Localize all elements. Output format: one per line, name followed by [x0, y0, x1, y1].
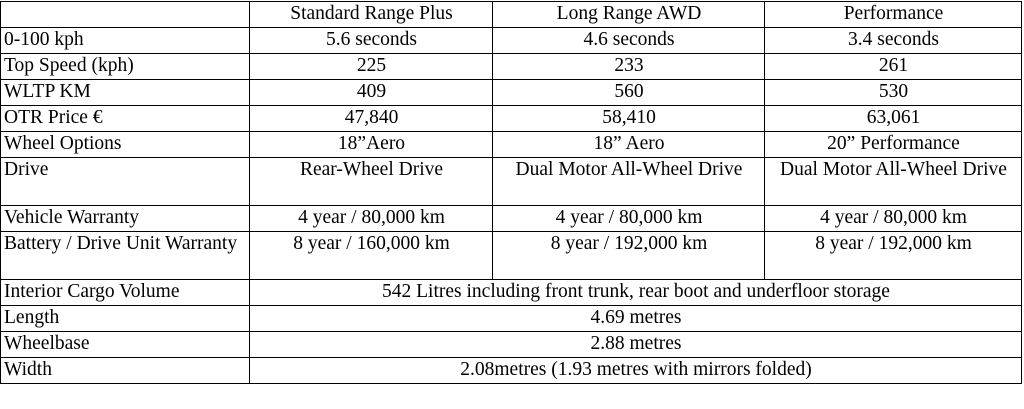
table-cell: 4 year / 80,000 km: [765, 206, 1022, 232]
table-cell: 8 year / 160,000 km: [250, 232, 493, 280]
table-cell: 18”Aero: [250, 132, 493, 158]
table-row: [1, 132, 1022, 158]
merged-cell: 2.88 metres: [250, 332, 1022, 358]
merged-row: [1, 306, 1022, 332]
table-cell: 5.6 seconds: [250, 28, 493, 54]
table-cell: 4 year / 80,000 km: [250, 206, 493, 232]
table-cell: 18” Aero: [493, 132, 765, 158]
table-row: [1, 28, 1022, 54]
header-row: [1, 2, 1022, 28]
merged-row: [1, 280, 1022, 306]
row-label: 0-100 kph: [1, 28, 250, 54]
row-label: Length: [1, 306, 250, 332]
header-standard-range-plus: Standard Range Plus: [250, 2, 493, 28]
table-row: [1, 206, 1022, 232]
table-cell: Dual Motor All-Wheel Drive: [765, 158, 1022, 206]
row-label: Wheel Options: [1, 132, 250, 158]
row-label: OTR Price €: [1, 106, 250, 132]
table-cell: 261: [765, 54, 1022, 80]
table-cell: 20” Performance: [765, 132, 1022, 158]
header-performance: Performance: [765, 2, 1022, 28]
table-cell: 4.6 seconds: [493, 28, 765, 54]
row-label: Wheelbase: [1, 332, 250, 358]
row-label: Interior Cargo Volume: [1, 280, 250, 306]
row-label: Width: [1, 358, 250, 384]
table-cell: 3.4 seconds: [765, 28, 1022, 54]
merged-cell: 2.08metres (1.93 metres with mirrors folded): [250, 358, 1022, 384]
table-row: [1, 232, 1022, 280]
header-corner-cell: [1, 2, 250, 28]
table-cell: 8 year / 192,000 km: [765, 232, 1022, 280]
table-cell: 63,061: [765, 106, 1022, 132]
row-label: Battery / Drive Unit Warranty: [1, 232, 250, 280]
merged-cell: 4.69 metres: [250, 306, 1022, 332]
table-cell: Dual Motor All-Wheel Drive: [493, 158, 765, 206]
table-row: [1, 106, 1022, 132]
header-long-range-awd: Long Range AWD: [493, 2, 765, 28]
row-label: Drive: [1, 158, 250, 206]
row-label: WLTP KM: [1, 80, 250, 106]
table-row: [1, 54, 1022, 80]
table-cell: 233: [493, 54, 765, 80]
table-cell: 47,840: [250, 106, 493, 132]
table-cell: 8 year / 192,000 km: [493, 232, 765, 280]
spec-comparison-table: [0, 1, 1022, 384]
table-cell: 409: [250, 80, 493, 106]
merged-cell: 542 Litres including front trunk, rear boot and underfloor storage: [250, 280, 1022, 306]
merged-row: [1, 332, 1022, 358]
table-row: [1, 80, 1022, 106]
table-cell: Rear-Wheel Drive: [250, 158, 493, 206]
table-row: [1, 158, 1022, 206]
table-cell: 530: [765, 80, 1022, 106]
table-cell: 4 year / 80,000 km: [493, 206, 765, 232]
table-cell: 225: [250, 54, 493, 80]
table-cell: 58,410: [493, 106, 765, 132]
row-label: Vehicle Warranty: [1, 206, 250, 232]
merged-row: [1, 358, 1022, 384]
table-cell: 560: [493, 80, 765, 106]
row-label: Top Speed (kph): [1, 54, 250, 80]
